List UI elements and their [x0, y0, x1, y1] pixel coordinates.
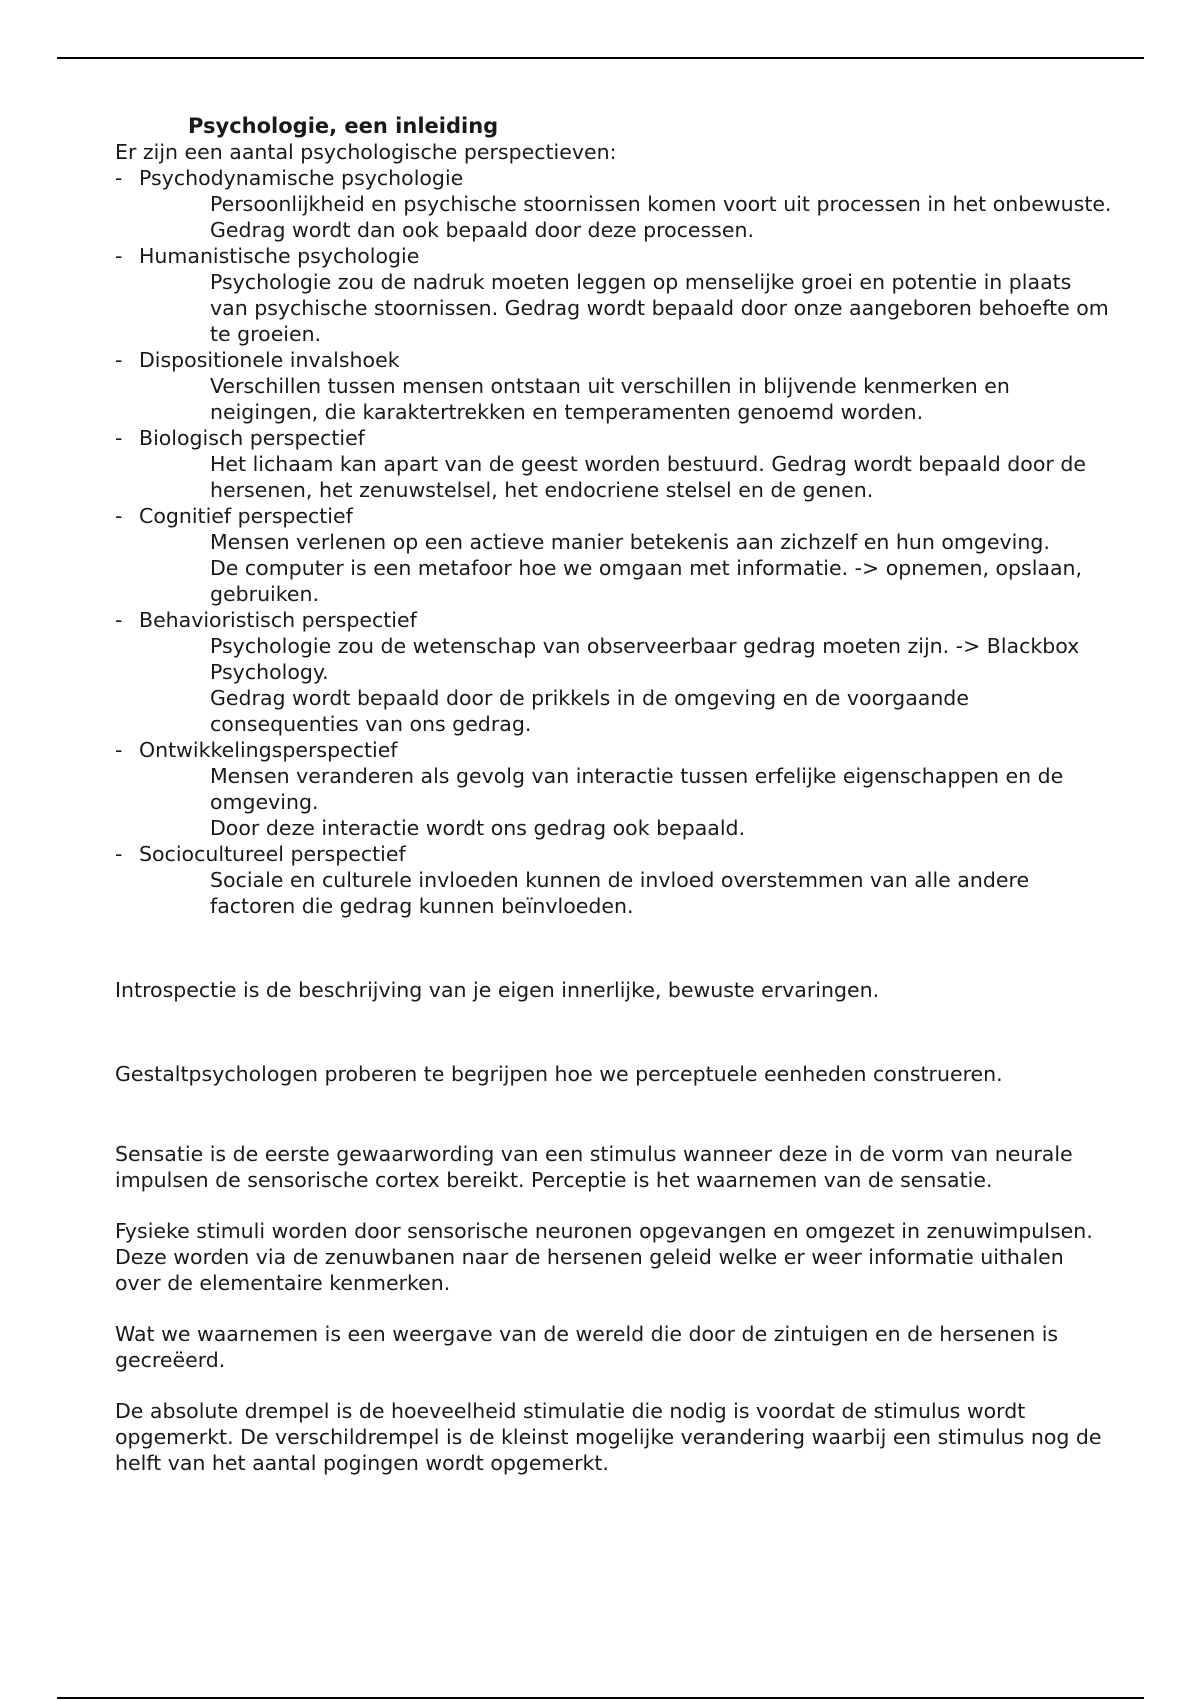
bullet-dash: -: [115, 244, 123, 268]
bullet-dash: -: [115, 426, 123, 450]
list-item: [115, 503, 1115, 607]
perspective-name: Dispositionele invalshoek: [139, 348, 400, 372]
perspective-description: Sociale en culturele invloeden kunnen de invloed overstemmen van alle andere factoren die gedrag kunnen beïnvloeden.: [210, 868, 1030, 918]
fysieke-stimuli-paragraph: Fysieke stimuli worden door sensorische neuronen opgevangen en omgezet in zenuwimpulsen. Deze worden via de zenuwbanen naar de hersenen geleid welke er weer informatie uithalen over de elementaire kenmerken.: [115, 1219, 1093, 1295]
perspective-description: Mensen verlenen op een actieve manier betekenis aan zichzelf en hun omgeving.: [210, 530, 1050, 554]
introspectie-paragraph: Introspectie is de beschrijving van je eigen innerlijke, bewuste ervaringen.: [115, 978, 880, 1002]
waarnemen-paragraph: Wat we waarnemen is een weergave van de wereld die door de zintuigen en de hersenen is gecreëerd.: [115, 1322, 1059, 1372]
sensatie-paragraph: Sensatie is de eerste gewaarwording van een stimulus wanneer deze in de vorm van neurale impulsen de sensorische cortex bereikt. Perceptie is het waarnemen van de sensatie.: [115, 1142, 1073, 1192]
perspective-description: Persoonlijkheid en psychische stoornissen komen voort uit processen in het onbewuste. Gedrag wordt dan ook bepaald door deze processen.: [210, 192, 1112, 242]
list-item: [115, 841, 1115, 919]
list-item: [115, 737, 1115, 841]
list-item: [115, 347, 1115, 425]
perspective-name: Behavioristisch perspectief: [139, 608, 417, 632]
perspective-name: Ontwikkelingsperspectief: [139, 738, 398, 762]
intro-text: Er zijn een aantal psychologische perspectieven:: [115, 140, 617, 164]
list-item: [115, 425, 1115, 503]
list-item: [115, 243, 1115, 347]
bullet-dash: -: [115, 738, 123, 762]
document-body: [115, 113, 1115, 1476]
perspective-description: Het lichaam kan apart van de geest worden bestuurd. Gedrag wordt bepaald door de hersenen, het zenuwstelsel, het endocriene stelsel en de genen.: [210, 452, 1086, 502]
perspective-description: De computer is een metafoor hoe we omgaan met informatie. -> opnemen, opslaan, gebruiken.: [210, 556, 1083, 606]
gestalt-paragraph: Gestaltpsychologen proberen te begrijpen hoe we perceptuele eenheden construeren.: [115, 1062, 1003, 1086]
perspective-description: Psychologie zou de nadruk moeten leggen op menselijke groei en potentie in plaats van psychische stoornissen. Gedrag wordt bepaald door onze aangeboren behoefte om te groeien.: [210, 270, 1109, 346]
footer-rule: [57, 1697, 1144, 1699]
drempel-paragraph: De absolute drempel is de hoeveelheid stimulatie die nodig is voordat de stimulus wordt opgemerkt. De verschildrempel is de kleinst mogelijke verandering waarbij een stimulus nog de helft van het aantal pogingen wordt opgemerkt.: [115, 1399, 1102, 1475]
header-rule: [57, 57, 1144, 59]
perspective-name: Psychodynamische psychologie: [139, 166, 464, 190]
perspective-name: Sociocultureel perspectief: [139, 842, 406, 866]
bullet-dash: -: [115, 166, 123, 190]
bullet-dash: -: [115, 348, 123, 372]
list-item: [115, 165, 1115, 243]
document-title: Psychologie, een inleiding: [188, 114, 499, 138]
perspective-name: Cognitief perspectief: [139, 504, 353, 528]
perspective-description: Door deze interactie wordt ons gedrag ook bepaald.: [210, 816, 746, 840]
perspective-name: Biologisch perspectief: [139, 426, 365, 450]
bullet-dash: -: [115, 504, 123, 528]
bullet-dash: -: [115, 842, 123, 866]
perspective-description: Mensen veranderen als gevolg van interactie tussen erfelijke eigenschappen en de omgeving.: [210, 764, 1064, 814]
bullet-dash: -: [115, 608, 123, 632]
perspective-description: Psychologie zou de wetenschap van observeerbaar gedrag moeten zijn. -> Blackbox Psychology.: [210, 634, 1080, 684]
list-item: [115, 607, 1115, 737]
perspective-name: Humanistische psychologie: [139, 244, 420, 268]
perspectives-list: [115, 165, 1115, 919]
perspective-description: Gedrag wordt bepaald door de prikkels in de omgeving en de voorgaande consequenties van ons gedrag.: [210, 686, 969, 736]
perspective-description: Verschillen tussen mensen ontstaan uit verschillen in blijvende kenmerken en neigingen, die karaktertrekken en temperamenten genoemd worden.: [210, 374, 1010, 424]
